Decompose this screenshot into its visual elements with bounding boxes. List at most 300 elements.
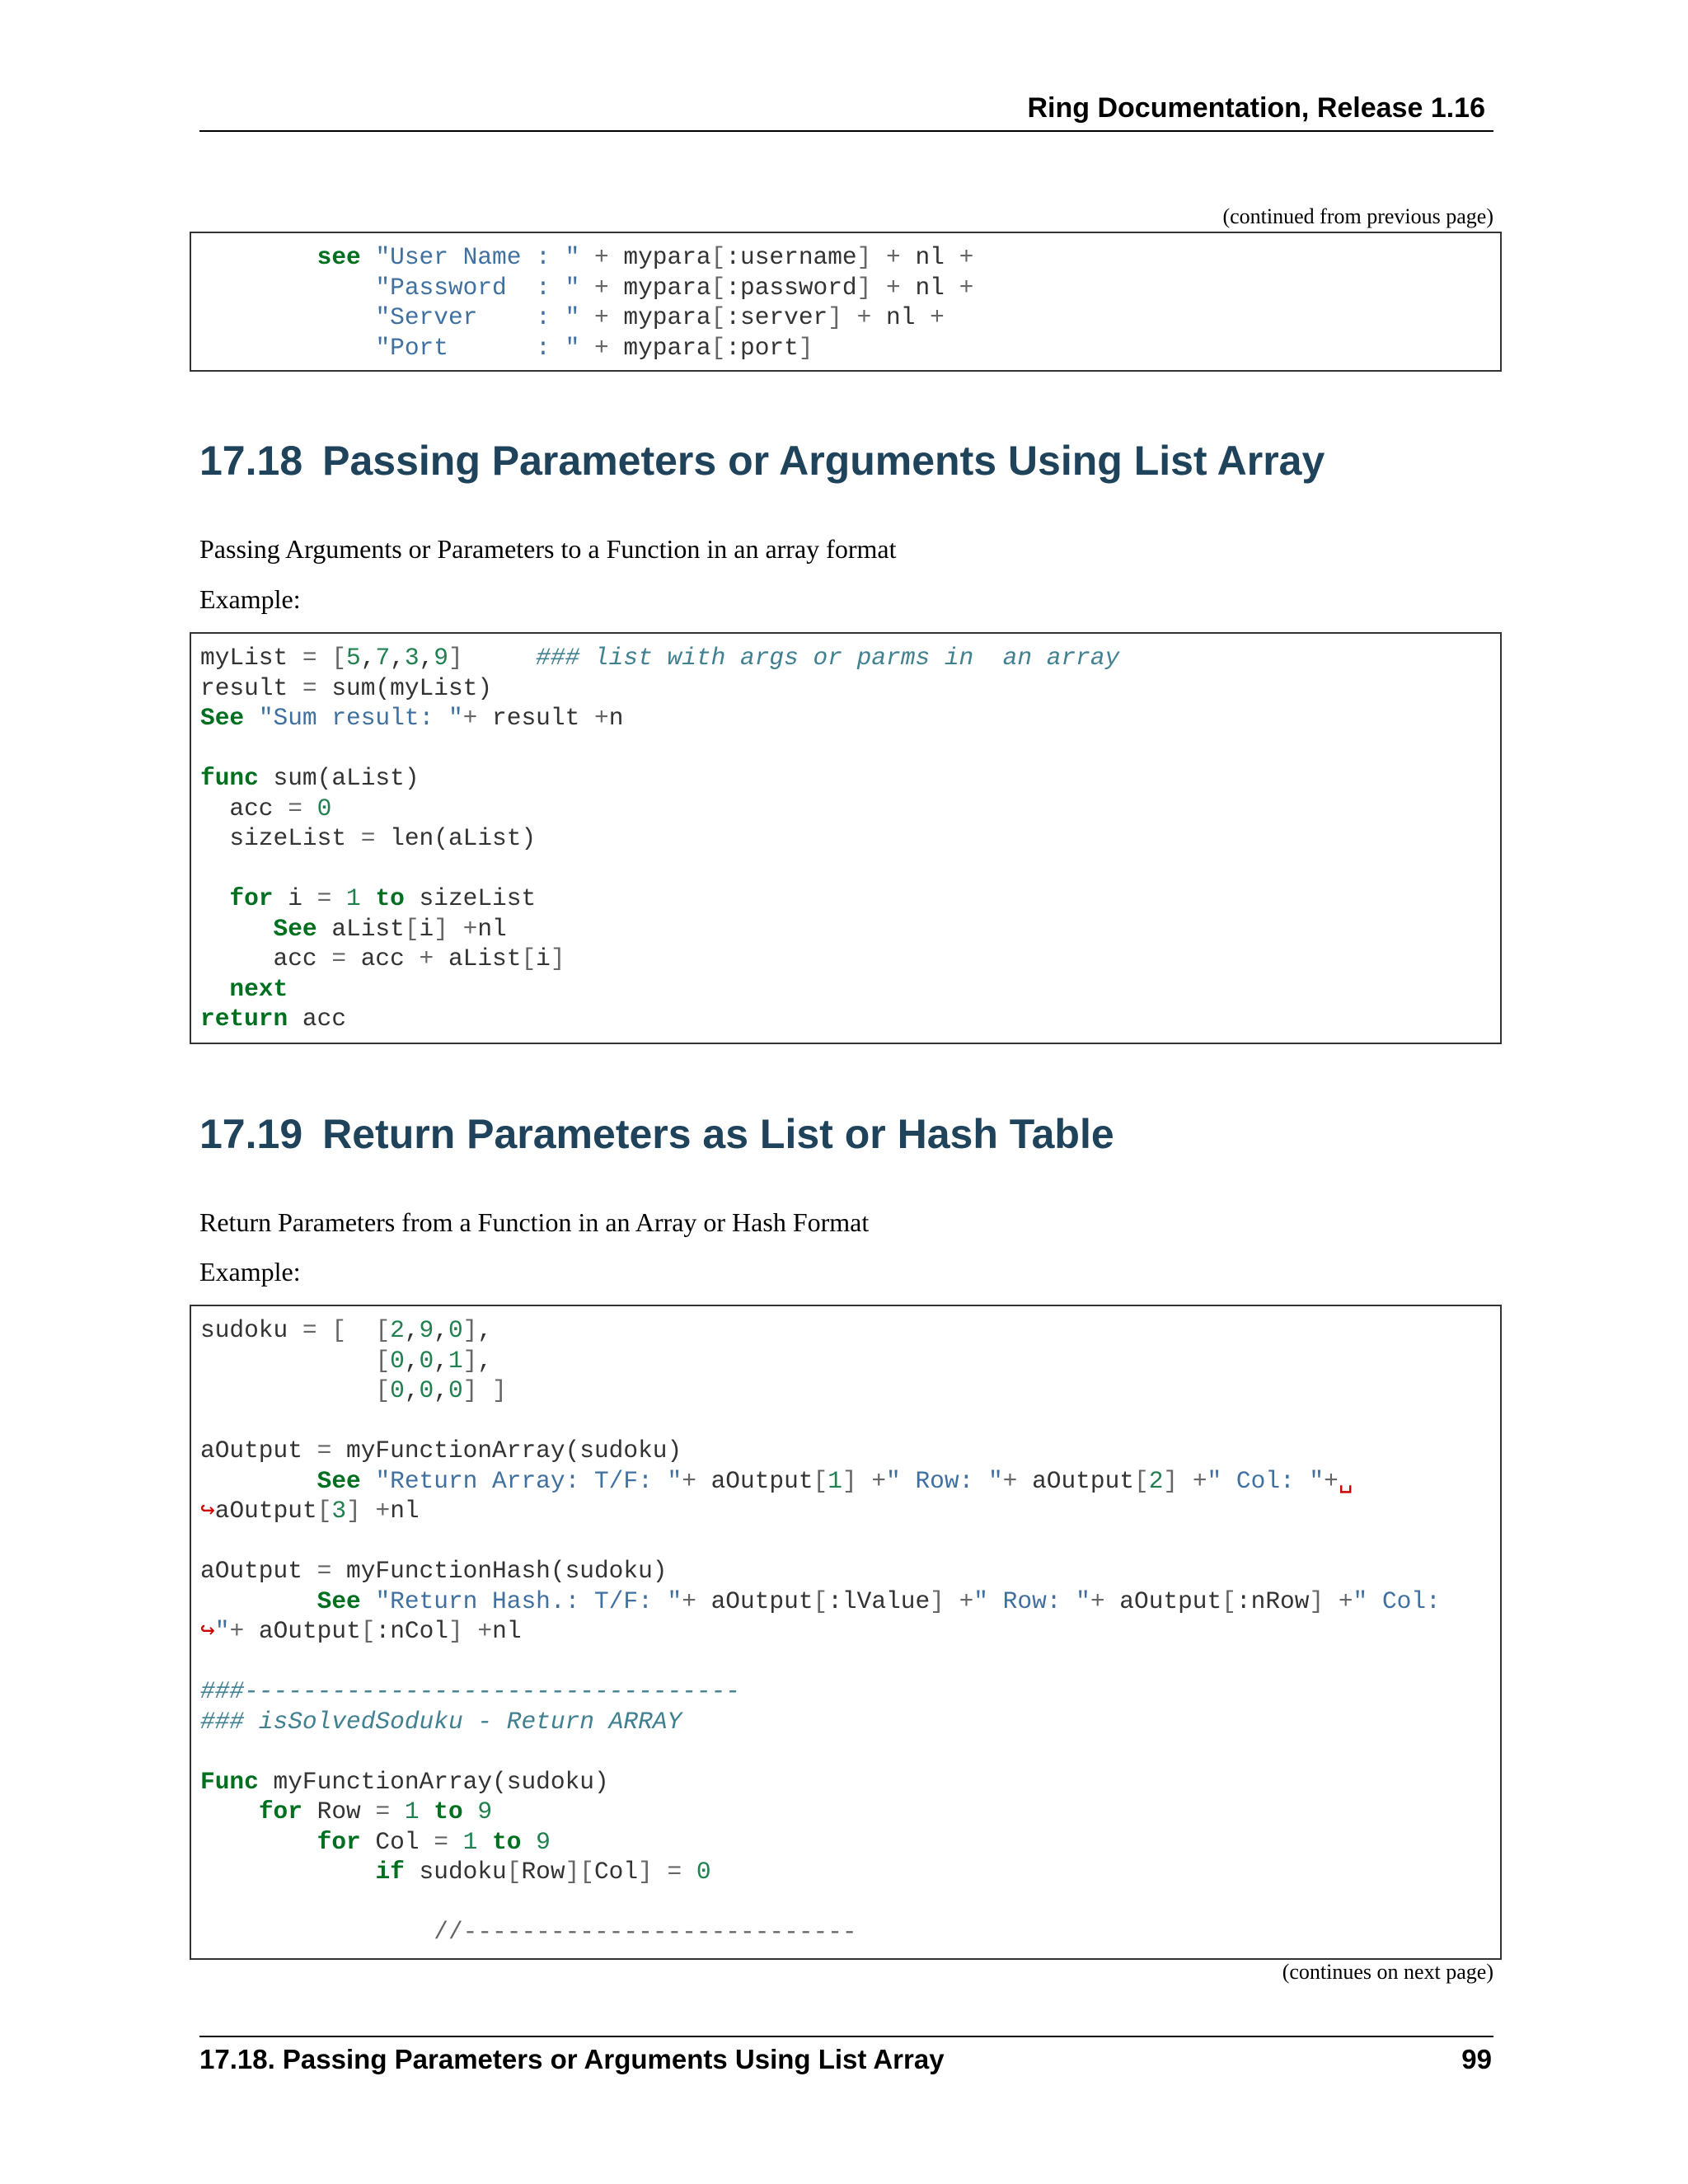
code-line: [200, 944, 1492, 974]
footer-divider: [199, 2036, 1493, 2037]
code-token: +: [886, 273, 901, 302]
code-token: +: [959, 243, 974, 271]
code-line: [200, 1526, 1492, 1557]
code-token: ]: [462, 1316, 478, 1344]
code-token: [521, 1828, 536, 1856]
code-token: [361, 243, 376, 271]
code-token: ,: [404, 1346, 420, 1375]
code-token: [200, 1347, 375, 1375]
code-token: ]: [842, 1466, 857, 1495]
code-token: ,: [404, 1316, 420, 1344]
code-token: i: [419, 914, 434, 943]
code-token: for: [316, 1827, 361, 1856]
code-token: [200, 1376, 375, 1404]
code-token: ### list with args or parms in an array: [536, 644, 1120, 672]
code-line: [200, 1406, 1492, 1436]
code-token: 0: [390, 1376, 405, 1404]
code-token: 1: [448, 1346, 463, 1375]
code-token: =: [302, 1316, 317, 1344]
code-token: Row: [521, 1858, 565, 1886]
code-lines: [200, 242, 1492, 363]
code-token: acc: [288, 1005, 347, 1033]
code-token: [: [331, 1316, 347, 1344]
code-token: nl: [390, 1497, 420, 1525]
code-token: [579, 334, 594, 362]
code-token: 0: [390, 1346, 405, 1375]
code-token: [653, 1858, 668, 1886]
code-token: +: [1338, 1586, 1353, 1615]
code-token: ][: [565, 1858, 594, 1886]
code-token: +: [593, 243, 609, 271]
code-token: aOutput: [1017, 1466, 1134, 1495]
code-token: =: [316, 1557, 332, 1585]
code-token: see: [316, 243, 361, 271]
code-token: aOutput: [696, 1586, 814, 1615]
code-token: [: [375, 1316, 391, 1344]
code-token: [477, 1376, 492, 1404]
code-line: [200, 763, 1492, 794]
code-token: 3: [331, 1497, 347, 1525]
code-lines: [200, 1315, 1492, 1947]
code-line: [200, 794, 1492, 824]
code-line: [200, 1707, 1492, 1737]
code-token: [200, 1918, 434, 1946]
code-token: [579, 274, 594, 302]
code-token: 0: [316, 794, 332, 823]
code-token: ]: [448, 644, 463, 672]
code-token: [842, 303, 857, 331]
code-token: [: [710, 333, 726, 362]
code-token: [: [710, 243, 726, 271]
code-token: mypara: [608, 303, 711, 331]
code-token: See: [200, 704, 245, 732]
code-token: ,: [477, 1316, 493, 1344]
code-line: [200, 1676, 1492, 1707]
code-token: for: [229, 884, 274, 912]
code-token: [200, 1587, 317, 1615]
code-token: [200, 1467, 317, 1495]
code-line: [200, 1797, 1492, 1827]
code-token: +: [593, 303, 609, 331]
code-token: :nCol: [375, 1617, 449, 1645]
code-token: nl: [871, 303, 931, 331]
code-token: len(aList): [375, 824, 537, 852]
code-line: [200, 1917, 1492, 1947]
code-token: :port: [725, 333, 799, 362]
code-token: [579, 243, 594, 271]
code-token: [: [375, 1376, 391, 1404]
code-token: for: [258, 1797, 302, 1825]
code-token: +: [229, 1617, 245, 1645]
code-token: 1: [404, 1797, 420, 1825]
code-line: [200, 1004, 1492, 1034]
code-token: 9: [419, 1316, 434, 1344]
code-line: [200, 1887, 1492, 1918]
code-token: [331, 884, 346, 912]
code-token: acc: [346, 944, 420, 972]
code-token: 1: [462, 1827, 478, 1856]
code-token: 1: [346, 884, 361, 912]
code-token: ": [214, 1617, 230, 1645]
code-token: "Password : ": [375, 273, 580, 302]
code-token: 0: [448, 1316, 463, 1344]
code-token: sum(aList): [258, 764, 420, 792]
code-token: =: [375, 1797, 391, 1825]
code-token: Func: [200, 1767, 259, 1796]
code-token: [200, 975, 229, 1003]
code-token: [200, 1797, 259, 1825]
code-line: [200, 914, 1492, 944]
code-token: myFunctionHash(sudoku): [331, 1557, 668, 1585]
code-token: mypara: [608, 243, 711, 271]
footer-section-title: 17.18. Passing Parameters or Arguments Using List Array: [199, 2044, 945, 2074]
code-token: ]: [492, 1376, 507, 1404]
code-token: result: [477, 704, 594, 732]
code-token: [: [710, 303, 726, 331]
code-token: Row: [302, 1797, 376, 1825]
code-token: +: [1090, 1586, 1105, 1615]
code-token: 0: [419, 1376, 434, 1404]
code-token: 5: [346, 644, 361, 672]
code-token: sizeList: [404, 884, 537, 912]
code-token: return: [200, 1005, 288, 1033]
code-token: Col: [360, 1827, 434, 1856]
code-line: [200, 643, 1492, 673]
code-token: [317, 1316, 332, 1344]
code-token: [361, 1587, 376, 1615]
code-token: +: [871, 1466, 887, 1495]
code-token: nl: [477, 914, 507, 943]
code-token: sum(myList): [316, 673, 493, 702]
code-token: [244, 704, 259, 732]
code-token: aList: [434, 944, 522, 972]
code-token: ,: [360, 644, 376, 672]
code-line: [200, 242, 1492, 273]
code-token: ,: [390, 644, 405, 672]
code-token: ]: [828, 303, 842, 331]
code-token: ,: [434, 1346, 448, 1375]
code-token: myList: [200, 644, 302, 672]
code-line: [200, 333, 1492, 363]
code-token: acc: [200, 944, 332, 972]
code-token: ,: [419, 644, 434, 672]
code-token: [200, 274, 375, 302]
code-token: [: [1221, 1586, 1236, 1615]
code-token: "Return Array: T/F: ": [375, 1466, 682, 1495]
code-token: ]: [798, 333, 814, 362]
code-token: nl: [492, 1617, 522, 1645]
code-token: ]: [638, 1858, 653, 1886]
code-token: :nRow: [1236, 1586, 1310, 1615]
code-line: [200, 1466, 1492, 1497]
code-token: [: [813, 1466, 828, 1495]
example-label: Example:: [199, 584, 301, 614]
section-heading-17-18: [199, 437, 1325, 485]
code-token: 9: [536, 1827, 551, 1856]
code-line: [200, 1346, 1492, 1376]
code-token: ↪: [200, 1497, 215, 1525]
code-line: [200, 974, 1492, 1005]
code-token: " Col:: [1353, 1586, 1441, 1615]
code-token: [1178, 1467, 1193, 1495]
code-token: [317, 644, 332, 672]
code-line: [200, 1556, 1492, 1586]
code-token: :server: [725, 303, 828, 331]
code-token: mypara: [608, 333, 711, 362]
code-token: 9: [434, 644, 448, 672]
code-token: aOutput: [1104, 1586, 1222, 1615]
code-token: [420, 1797, 434, 1825]
code-token: " Col: ": [1207, 1466, 1325, 1495]
code-token: nl: [900, 243, 959, 271]
code-line: [200, 1496, 1492, 1526]
code-token: [448, 1828, 463, 1856]
code-lines: [200, 643, 1492, 1034]
code-token: [200, 334, 375, 362]
code-token: [871, 243, 886, 271]
code-token: ]: [1309, 1586, 1325, 1615]
code-token: ↪: [200, 1617, 215, 1645]
code-token: n: [608, 704, 624, 732]
code-token: [302, 794, 317, 823]
code-token: +: [593, 273, 609, 302]
code-token: +: [682, 1466, 696, 1495]
code-token: aOutput: [214, 1497, 317, 1525]
code-token: [1324, 1587, 1339, 1615]
code-token: [463, 1797, 478, 1825]
code-line: [200, 1767, 1492, 1797]
code-token: myFunctionArray(sudoku): [258, 1767, 609, 1796]
code-token: ]: [462, 1376, 478, 1404]
code-token: 0: [448, 1376, 463, 1404]
code-token: "User Name : ": [375, 243, 580, 271]
code-token: sudoku: [404, 1858, 507, 1886]
code-token: [200, 303, 375, 331]
code-line: [200, 823, 1492, 854]
code-token: ]: [550, 944, 565, 972]
code-token: aOutput: [200, 1557, 317, 1585]
code-token: +: [856, 303, 872, 331]
running-header-title: Ring Documentation, Release 1.16: [1027, 92, 1485, 124]
code-token: Col: [593, 1858, 639, 1886]
code-token: 1: [828, 1466, 842, 1495]
code-token: to: [375, 884, 405, 912]
code-token: "Sum result: ": [258, 704, 463, 732]
code-token: ]: [448, 1617, 463, 1645]
code-token: [: [404, 914, 420, 943]
code-token: +: [477, 1617, 493, 1645]
section-intro: Passing Arguments or Parameters to a Function in an array format: [199, 534, 897, 564]
code-token: [: [521, 944, 537, 972]
code-line: [200, 273, 1492, 303]
code-token: :lValue: [828, 1586, 931, 1615]
code-token: [200, 884, 229, 912]
code-block-list-array: [190, 632, 1502, 1044]
code-token: 9: [477, 1797, 493, 1825]
code-token: ]: [462, 1346, 478, 1375]
code-token: ###----------------------------------: [200, 1677, 741, 1705]
code-token: +: [462, 704, 478, 732]
code-token: =: [302, 644, 317, 672]
code-line: [200, 733, 1492, 764]
code-token: +: [419, 944, 434, 972]
code-token: [200, 1828, 317, 1856]
continues-on-note: (continues on next page): [1282, 1960, 1493, 1984]
code-token: "Return Hash.: T/F: ": [375, 1586, 682, 1615]
code-token: +: [886, 243, 901, 271]
code-token: +: [959, 273, 974, 302]
code-token: =: [302, 673, 317, 702]
code-line: [200, 1736, 1492, 1767]
example-label: Example:: [199, 1257, 301, 1286]
code-token: [: [813, 1586, 828, 1615]
code-token: [361, 1467, 376, 1495]
section-heading-17-19: [199, 1110, 1114, 1158]
code-token: //---------------------------: [434, 1918, 857, 1946]
section-title: Return Parameters as List or Hash Table: [322, 1111, 1114, 1157]
code-token: [857, 1467, 872, 1495]
code-token: sudoku: [200, 1316, 302, 1344]
code-token: See: [316, 1586, 361, 1615]
code-token: func: [200, 764, 259, 792]
code-token: +: [462, 914, 478, 943]
code-line: [200, 1315, 1492, 1346]
code-token: ,: [404, 1376, 420, 1404]
code-token: "Server : ": [375, 303, 580, 331]
code-token: aOutput: [244, 1617, 361, 1645]
code-token: ,: [434, 1316, 448, 1344]
continued-from-note: (continued from previous page): [1222, 204, 1493, 228]
code-token: [871, 274, 886, 302]
code-token: ,: [477, 1346, 493, 1375]
section-intro: Return Parameters from a Function in an Array or Hash Format: [199, 1207, 870, 1237]
code-token: nl: [900, 273, 959, 302]
code-token: i: [536, 944, 551, 972]
code-token: 2: [390, 1316, 405, 1344]
code-token: " Row: ": [973, 1586, 1090, 1615]
code-token: ,: [434, 1376, 448, 1404]
code-line: [200, 302, 1492, 333]
code-line: [200, 673, 1492, 704]
code-token: [: [316, 1497, 332, 1525]
code-token: [: [1134, 1466, 1149, 1495]
code-token: [: [360, 1617, 376, 1645]
code-token: [361, 1497, 376, 1525]
code-token: =: [360, 824, 376, 852]
section-number: 17.19: [199, 1111, 303, 1157]
code-token: 3: [404, 644, 420, 672]
code-token: [200, 1858, 375, 1886]
code-token: See: [273, 914, 317, 943]
code-token: to: [434, 1797, 463, 1825]
code-token: mypara: [608, 273, 711, 302]
code-token: [: [331, 644, 347, 672]
code-token: [200, 915, 274, 943]
code-token: ]: [1163, 1466, 1179, 1495]
code-token: myFunctionArray(sudoku): [331, 1436, 682, 1465]
code-token: =: [434, 1827, 448, 1856]
code-line: [200, 1857, 1492, 1887]
code-token: [463, 1617, 478, 1645]
code-token: to: [492, 1827, 522, 1856]
code-token: 0: [419, 1346, 434, 1375]
code-token: aList: [316, 914, 405, 943]
code-token: =: [667, 1858, 682, 1886]
code-token: See: [316, 1466, 361, 1495]
code-token: :username: [725, 243, 857, 271]
code-token: ### isSolvedSoduku - Return ARRAY: [200, 1707, 682, 1736]
code-token: [: [710, 273, 726, 302]
code-token: [390, 1797, 405, 1825]
code-token: [579, 303, 594, 331]
code-token: sizeList: [200, 824, 361, 852]
section-title: Passing Parameters or Arguments Using List Array: [322, 438, 1325, 484]
code-token: ]: [346, 1497, 361, 1525]
code-line: [200, 703, 1492, 733]
code-line: [200, 1586, 1492, 1617]
code-line: [200, 1827, 1492, 1858]
code-token: [: [375, 1346, 391, 1375]
code-token: +: [1002, 1466, 1018, 1495]
code-token: [200, 243, 317, 271]
code-token: +: [930, 303, 945, 331]
code-token: ␣: [1338, 1466, 1353, 1495]
code-token: [477, 1828, 492, 1856]
code-token: aOutput: [200, 1436, 317, 1465]
code-block-connection-params: [190, 232, 1502, 372]
code-line: [200, 1647, 1492, 1677]
code-token: +: [1192, 1466, 1207, 1495]
code-token: 7: [375, 644, 391, 672]
section-number: 17.18: [199, 438, 303, 484]
code-token: =: [331, 944, 347, 972]
code-token: +: [375, 1497, 391, 1525]
code-block-sudoku: [190, 1305, 1502, 1960]
code-token: [: [506, 1858, 522, 1886]
code-token: aOutput: [696, 1466, 814, 1495]
code-line: [200, 883, 1492, 914]
code-token: ]: [856, 243, 872, 271]
code-line: [200, 854, 1492, 884]
code-token: " Row: ": [886, 1466, 1003, 1495]
code-token: ]: [856, 273, 872, 302]
code-token: 2: [1148, 1466, 1164, 1495]
code-token: [945, 1587, 959, 1615]
code-token: +: [593, 704, 609, 732]
code-token: 0: [696, 1858, 711, 1886]
code-token: +: [959, 1586, 974, 1615]
code-token: +: [1324, 1466, 1339, 1495]
code-token: [361, 884, 376, 912]
code-token: acc: [200, 794, 288, 823]
code-token: [463, 644, 537, 672]
code-token: ]: [434, 914, 448, 943]
code-token: next: [229, 974, 288, 1003]
code-token: [682, 1858, 696, 1886]
code-token: i: [273, 884, 317, 912]
code-token: result: [200, 673, 302, 702]
code-token: =: [316, 884, 332, 912]
code-token: =: [288, 794, 302, 823]
code-line: [200, 1436, 1492, 1466]
code-line: [200, 1376, 1492, 1406]
code-token: "Port : ": [375, 333, 580, 362]
header-divider: [199, 130, 1493, 132]
page-number: 99: [1461, 2044, 1492, 2074]
code-token: +: [682, 1586, 696, 1615]
code-token: =: [316, 1436, 332, 1465]
code-line: [200, 1616, 1492, 1647]
